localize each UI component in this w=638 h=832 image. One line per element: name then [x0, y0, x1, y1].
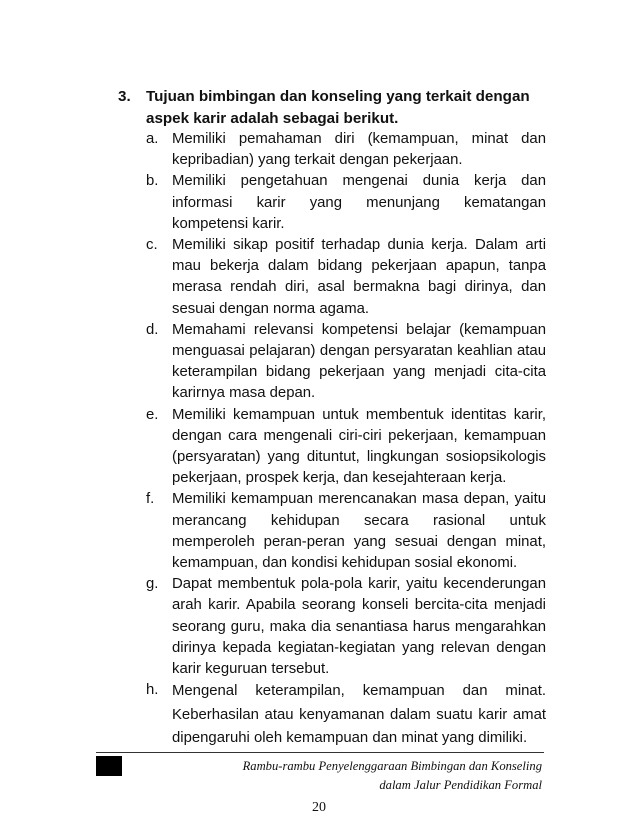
list-item-text: Mengenal keterampilan, kemampuan dan minat. Keberhasilan atau kenyamanan dalam suatu karir amat dipengaruhi oleh kemampuan dan minat yang dimiliki. [172, 683, 546, 747]
section-number: 3. [118, 88, 131, 105]
list-item [118, 574, 546, 680]
list-item-text: Memiliki pengetahuan mengenai dunia kerja dan informasi karir yang menunjang kematangan kompetensi karir. [172, 173, 546, 232]
list-item [118, 489, 546, 574]
page-number: 20 [312, 800, 326, 815]
footer-title-line-1: Rambu-rambu Penyelenggaraan Bimbingan dan Konseling [242, 759, 542, 773]
list-item-marker: d. [146, 321, 159, 338]
list-item-text: Memahami relevansi kompetensi belajar (kemampuan menguasai pelajaran) dengan persyaratan keahlian atau keterampilan bidang pekerjaan yang menjadi cita-cita karirnya masa depan. [172, 321, 546, 402]
list-item-marker: f. [146, 491, 155, 508]
list-item-text: Memiliki sikap positif terhadap dunia kerja. Dalam arti mau bekerja dalam bidang pekerjaan apapun, tanpa merasa rendah diri, asal bermakna bagi dirinya, dan sesuai dengan norma agama. [172, 237, 546, 317]
footer-title-line-2: dalam Jalur Pendidikan Formal [379, 778, 542, 792]
list-item-marker: e. [146, 406, 159, 423]
goal-list [118, 129, 546, 751]
list-item [118, 680, 546, 751]
footer-title [200, 757, 542, 795]
section-3 [118, 86, 546, 751]
list-item [118, 129, 546, 171]
list-item-text: Memiliki kemampuan merencanakan masa depan, yaitu merancang kehidupan secara rasional untuk memperoleh peran-peran yang sesuai dengan minat, kemampuan, dan kondisi kehidupan sosial ekonomi. [172, 491, 546, 572]
list-item [118, 320, 546, 405]
list-item-text: Dapat membentuk pola-pola karir, yaitu kecenderungan arah karir. Apabila seorang konseli bercita-cita menjadi seorang guru, maka dia senantiasa harus mengarahkan dirinya kepada kegiatan-kegiatan yang relevan dengan karir keguruan tersebut. [172, 576, 546, 678]
list-item-marker: g. [146, 576, 159, 593]
list-item-marker: h. [146, 682, 159, 699]
list-item [118, 235, 546, 320]
footer-black-block [96, 756, 122, 776]
footer-divider [96, 752, 544, 753]
list-item [118, 405, 546, 490]
list-item-text: Memiliki kemampuan untuk membentuk identitas karir, dengan cara mengenali ciri-ciri pekerjaan, kemampuan (persyaratan) yang dituntut, lingkungan sosiopsikologis pekerjaan, prospek kerja, dan kesejahteraan kerja. [172, 406, 546, 487]
section-heading [118, 86, 546, 129]
list-item-marker: b. [146, 173, 159, 190]
list-item-text: Memiliki pemahaman diri (kemampuan, minat dan kepribadian) yang terkait dengan pekerjaan. [172, 131, 546, 169]
section-heading-text: Tujuan bimbingan dan konseling yang terkait dengan aspek karir adalah sebagai berikut. [146, 88, 530, 127]
list-item-marker: a. [146, 131, 159, 147]
list-item-marker: c. [146, 237, 158, 254]
list-item [118, 171, 546, 235]
